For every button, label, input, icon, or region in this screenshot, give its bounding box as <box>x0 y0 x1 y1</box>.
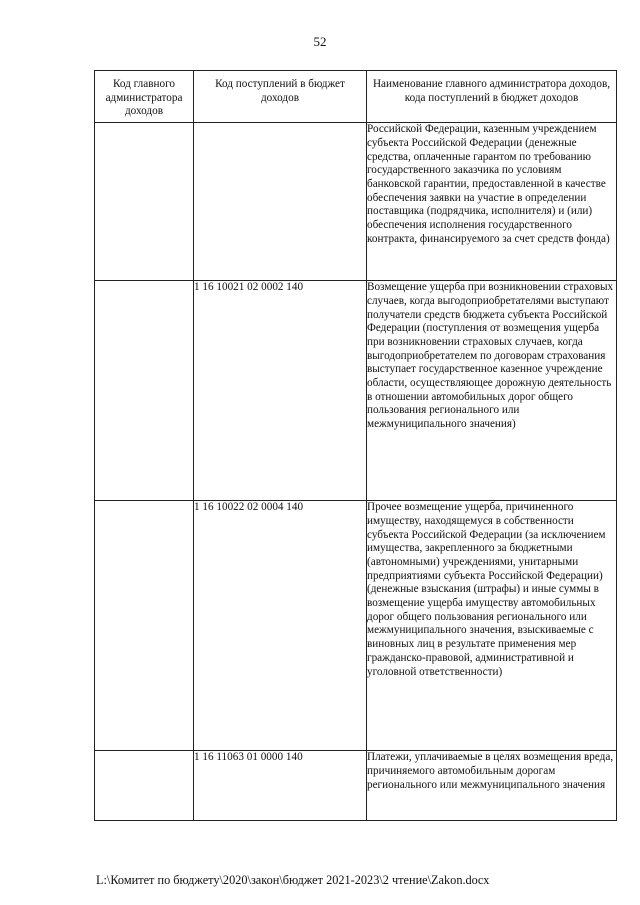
table-row <box>95 281 617 501</box>
revenue-name-cell: Российской Федерации, казенным учреждением субъекта Российской Федерации (денежные средства, оплаченные гарантом по требованию государственного заказчика по условиям банковской гарантии, предоставленной в качестве обеспечения заявки на участие в определении поставщика (подрядчика, исполнителя) и (или) обеспечения исполнения государственного контракта, финансируемого за счет средств фонда) <box>367 123 617 281</box>
document-path-footer: L:\Комитет по бюджету\2020\закон\бюджет 2021-2023\2 чтение\Zakon.docx <box>96 873 490 887</box>
revenue-code-cell: 1 16 11063 01 0000 140 <box>194 751 367 821</box>
admin-code-cell <box>95 281 194 501</box>
revenue-code-cell: 1 16 10022 02 0004 140 <box>194 501 367 751</box>
revenue-name-cell: Возмещение ущерба при возникновении страховых случаев, когда выгодоприобретателями выступают получатели средств бюджета субъекта Российской Федерации (поступления от возмещения ущерба при возникновении страховых случаев, когда выгодоприобретателем по договорам страхования выступает государственное казенное учреждение области, осуществляющее дорожную деятельность в отношении автомобильных дорог общего пользования регионального или межмуниципального значения) <box>367 281 617 501</box>
table-row <box>95 501 617 751</box>
header-name: Наименование главного администратора доходов, кода поступлений в бюджет доходов <box>367 71 617 123</box>
header-revenue-code: Код поступлений в бюджет доходов <box>194 71 367 123</box>
page-number: 52 <box>313 34 327 49</box>
admin-code-cell <box>95 501 194 751</box>
revenue-codes-table <box>94 70 617 821</box>
table-row <box>95 123 617 281</box>
revenue-name-cell: Платежи, уплачиваемые в целях возмещения вреда, причиняемого автомобильным дорогам регионального или межмуниципального значения <box>367 751 617 821</box>
admin-code-cell <box>95 751 194 821</box>
table-header-row <box>95 71 617 123</box>
admin-code-cell <box>95 123 194 281</box>
table-row <box>95 751 617 821</box>
header-admin-code: Код главного администратора доходов <box>95 71 194 123</box>
revenue-name-cell: Прочее возмещение ущерба, причиненного имуществу, находящемуся в собственности субъекта Российской Федерации (за исключением имущества, закрепленного за бюджетными (автономными) учреждениями, унитарными предприятиями субъекта Российской Федерации) (денежные взыскания (штрафы) и иные суммы в возмещение ущерба имуществу автомобильных дорог общего пользования регионального или межмуниципального значения, взыскиваемые с виновных лиц в результате применения мер гражданско-правовой, административной и уголовной ответственности) <box>367 501 617 751</box>
revenue-code-cell: 1 16 10021 02 0002 140 <box>194 281 367 501</box>
revenue-code-cell <box>194 123 367 281</box>
